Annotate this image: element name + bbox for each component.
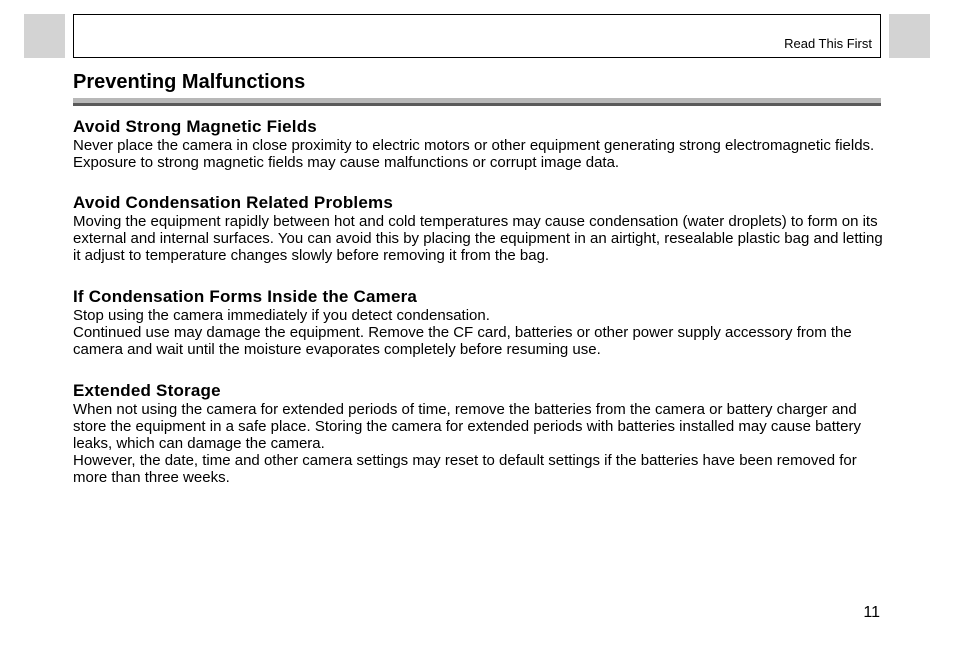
main-content — [73, 106, 885, 486]
section-paragraph: Continued use may damage the equipment. Remove the CF card, batteries or other power supply accessory from the camera and wait until the moisture evaporates completely before resuming use. — [73, 324, 852, 358]
section-extended-storage — [73, 381, 885, 486]
section-paragraph: Stop using the camera immediately if you detect condensation. — [73, 307, 490, 324]
section-paragraph: However, the date, time and other camera settings may reset to default settings if the batteries have been removed for more than three weeks. — [73, 452, 857, 486]
section-heading: Avoid Condensation Related Problems — [73, 193, 393, 212]
section-condensation-inside — [73, 287, 885, 358]
page-number: 11 — [863, 604, 880, 621]
section-paragraph: When not using the camera for extended periods of time, remove the batteries from the camera or battery charger and store the equipment in a safe place. Storing the camera for extended periods with batteries installed may cause battery leaks, which can damage the camera. — [73, 401, 861, 452]
left-page-tab — [24, 14, 65, 58]
section-magnetic-fields — [73, 117, 885, 171]
section-condensation-problems — [73, 193, 885, 264]
section-paragraph: Moving the equipment rapidly between hot and cold temperatures may cause condensation (water droplets) to form on its external and internal surfaces. You can avoid this by placing the equipment in an airtight, resealable plastic bag and letting it adjust to temperature changes slowly before removing it from the bag. — [73, 213, 883, 264]
right-page-tab — [889, 14, 930, 58]
section-heading: Avoid Strong Magnetic Fields — [73, 117, 317, 136]
section-heading: If Condensation Forms Inside the Camera — [73, 287, 418, 306]
section-paragraph: Never place the camera in close proximity to electric motors or other equipment generating strong electromagnetic fields. Exposure to strong magnetic fields may cause malfunctions or corrupt image data. — [73, 137, 875, 171]
page-title: Preventing Malfunctions — [73, 71, 306, 93]
title-divider — [73, 98, 881, 106]
header-label: Read This First — [784, 36, 872, 51]
header-box — [73, 14, 881, 58]
section-heading: Extended Storage — [73, 381, 221, 400]
